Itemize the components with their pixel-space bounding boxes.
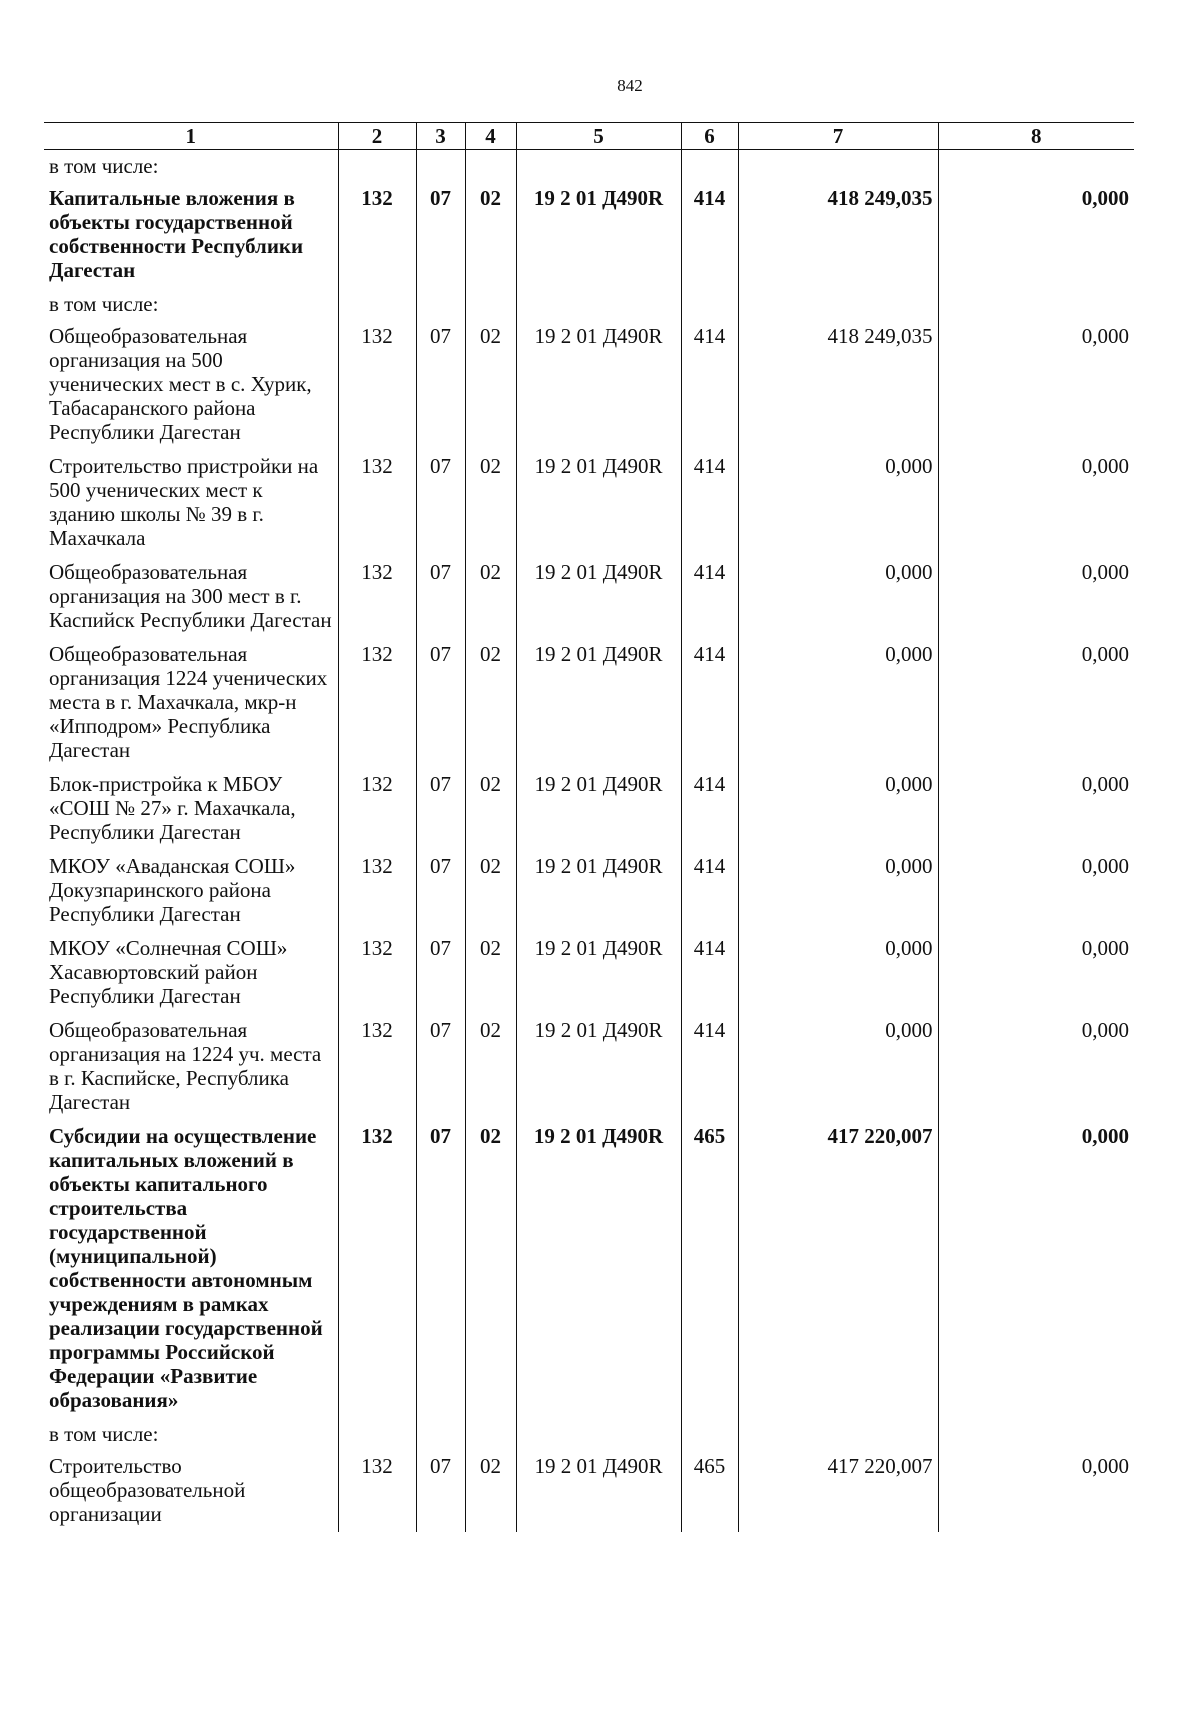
empty-cell bbox=[738, 1418, 938, 1450]
column-header: 3 bbox=[416, 123, 465, 150]
subsection-cell: 02 bbox=[465, 1120, 516, 1418]
subsection-cell: 02 bbox=[465, 556, 516, 638]
expense-type-cell: 414 bbox=[681, 850, 738, 932]
row-name-cell: Блок-пристройка к МБОУ «СОШ № 27» г. Махачкала, Республики Дагестан bbox=[49, 772, 296, 844]
code-cell: 132 bbox=[338, 556, 416, 638]
target-article-cell: 19 2 01 Д490R bbox=[516, 1450, 681, 1532]
table-row bbox=[44, 1014, 1134, 1120]
column-header: 2 bbox=[338, 123, 416, 150]
amount-cell: 0,000 bbox=[738, 556, 938, 638]
row-name-cell: Общеобразовательная организация на 1224 уч. места в г. Каспийске, Республика Дагестан bbox=[49, 1018, 322, 1114]
empty-cell bbox=[416, 1418, 465, 1450]
empty-cell bbox=[738, 150, 938, 183]
subheading-label: в том числе: bbox=[49, 1422, 159, 1446]
empty-cell bbox=[681, 288, 738, 320]
table-row-total bbox=[44, 182, 1134, 288]
row-name-cell: Общеобразовательная организация на 500 ученических мест в с. Хурик, Табасаранского района Республики Дагестан bbox=[49, 324, 312, 444]
subheading-label: в том числе: bbox=[49, 154, 159, 178]
section-cell: 07 bbox=[416, 556, 465, 638]
code-cell: 132 bbox=[338, 932, 416, 1014]
amount-cell: 0,000 bbox=[738, 1014, 938, 1120]
table-row bbox=[44, 638, 1134, 768]
row-name-cell: Общеобразовательная организация на 300 мест в г. Каспийск Республики Дагестан bbox=[49, 560, 332, 632]
empty-cell bbox=[938, 150, 1134, 183]
section-cell: 07 bbox=[416, 638, 465, 768]
row-name-cell: Строительство пристройки на 500 ученических мест к зданию школы № 39 в г. Махачкала bbox=[49, 454, 319, 550]
subsection-cell: 02 bbox=[465, 182, 516, 288]
row-name-cell: МКОУ «Солнечная СОШ» Хасавюртовский район Республики Дагестан bbox=[49, 936, 288, 1008]
subsection-cell: 02 bbox=[465, 320, 516, 450]
amount-cell: 0,000 bbox=[738, 932, 938, 1014]
section-cell: 07 bbox=[416, 850, 465, 932]
expense-type-cell: 414 bbox=[681, 1014, 738, 1120]
column-header: 5 bbox=[516, 123, 681, 150]
empty-cell bbox=[338, 288, 416, 320]
amount-cell: 417 220,007 bbox=[738, 1450, 938, 1532]
amount-cell: 0,000 bbox=[938, 182, 1134, 288]
amount-cell: 0,000 bbox=[938, 932, 1134, 1014]
amount-cell: 0,000 bbox=[938, 1120, 1134, 1418]
section-cell: 07 bbox=[416, 320, 465, 450]
code-cell: 132 bbox=[338, 1120, 416, 1418]
amount-cell: 0,000 bbox=[738, 850, 938, 932]
subsection-cell: 02 bbox=[465, 932, 516, 1014]
subsection-cell: 02 bbox=[465, 450, 516, 556]
section-cell: 07 bbox=[416, 768, 465, 850]
target-article-cell: 19 2 01 Д490R bbox=[516, 450, 681, 556]
subheading-label: в том числе: bbox=[49, 292, 159, 316]
table-row-total bbox=[44, 1120, 1134, 1418]
empty-cell bbox=[338, 150, 416, 183]
empty-cell bbox=[416, 288, 465, 320]
code-cell: 132 bbox=[338, 850, 416, 932]
column-header: 1 bbox=[44, 123, 338, 150]
empty-cell bbox=[516, 288, 681, 320]
empty-cell bbox=[416, 150, 465, 183]
table-row bbox=[44, 1450, 1134, 1532]
target-article-cell: 19 2 01 Д490R bbox=[516, 638, 681, 768]
expense-type-cell: 465 bbox=[681, 1450, 738, 1532]
column-header: 7 bbox=[738, 123, 938, 150]
target-article-cell: 19 2 01 Д490R bbox=[516, 320, 681, 450]
amount-cell: 0,000 bbox=[938, 1450, 1134, 1532]
empty-cell bbox=[938, 1418, 1134, 1450]
empty-cell bbox=[465, 1418, 516, 1450]
row-name-cell: Субсидии на осуществление капитальных вложений в объекты капитального строительства государственной (муниципальной) собственности автономным учреждениям в рамках реализации государственной программы Российской Федерации «Развитие образования» bbox=[49, 1124, 323, 1412]
expense-type-cell: 414 bbox=[681, 182, 738, 288]
section-cell: 07 bbox=[416, 1014, 465, 1120]
section-cell: 07 bbox=[416, 450, 465, 556]
table-row bbox=[44, 320, 1134, 450]
expense-type-cell: 414 bbox=[681, 932, 738, 1014]
subsection-cell: 02 bbox=[465, 1450, 516, 1532]
target-article-cell: 19 2 01 Д490R bbox=[516, 768, 681, 850]
amount-cell: 417 220,007 bbox=[738, 1120, 938, 1418]
empty-cell bbox=[681, 150, 738, 183]
amount-cell: 0,000 bbox=[738, 638, 938, 768]
target-article-cell: 19 2 01 Д490R bbox=[516, 556, 681, 638]
amount-cell: 0,000 bbox=[938, 768, 1134, 850]
empty-cell bbox=[938, 288, 1134, 320]
target-article-cell: 19 2 01 Д490R bbox=[516, 1120, 681, 1418]
section-cell: 07 bbox=[416, 1450, 465, 1532]
budget-table bbox=[44, 122, 1134, 1532]
row-name-cell: Строительство общеобразовательной организации bbox=[49, 1454, 246, 1526]
expense-type-cell: 414 bbox=[681, 556, 738, 638]
empty-cell bbox=[516, 1418, 681, 1450]
amount-cell: 0,000 bbox=[938, 1014, 1134, 1120]
target-article-cell: 19 2 01 Д490R bbox=[516, 850, 681, 932]
empty-cell bbox=[338, 1418, 416, 1450]
target-article-cell: 19 2 01 Д490R bbox=[516, 932, 681, 1014]
subheading-row bbox=[44, 288, 1134, 320]
code-cell: 132 bbox=[338, 1014, 416, 1120]
amount-cell: 0,000 bbox=[938, 850, 1134, 932]
column-header: 6 bbox=[681, 123, 738, 150]
amount-cell: 0,000 bbox=[938, 556, 1134, 638]
row-name-cell: Капитальные вложения в объекты государственной собственности Республики Дагестан bbox=[49, 186, 304, 282]
code-cell: 132 bbox=[338, 1450, 416, 1532]
empty-cell bbox=[738, 288, 938, 320]
code-cell: 132 bbox=[338, 182, 416, 288]
amount-cell: 0,000 bbox=[738, 768, 938, 850]
column-header: 8 bbox=[938, 123, 1134, 150]
subsection-cell: 02 bbox=[465, 768, 516, 850]
table-body bbox=[44, 150, 1134, 1533]
subsection-cell: 02 bbox=[465, 850, 516, 932]
section-cell: 07 bbox=[416, 182, 465, 288]
empty-cell bbox=[465, 150, 516, 183]
page-number: 842 bbox=[617, 76, 643, 95]
code-cell: 132 bbox=[338, 638, 416, 768]
amount-cell: 0,000 bbox=[938, 320, 1134, 450]
amount-cell: 0,000 bbox=[738, 450, 938, 556]
empty-cell bbox=[516, 150, 681, 183]
amount-cell: 0,000 bbox=[938, 450, 1134, 556]
subsection-cell: 02 bbox=[465, 1014, 516, 1120]
empty-cell bbox=[465, 288, 516, 320]
row-name-cell: Общеобразовательная организация 1224 ученических места в г. Махачкала, мкр-н «Ипподром» Республика Дагестан bbox=[49, 642, 328, 762]
row-name-cell: МКОУ «Аваданская СОШ» Докузпаринского района Республики Дагестан bbox=[49, 854, 296, 926]
expense-type-cell: 414 bbox=[681, 320, 738, 450]
table-row bbox=[44, 850, 1134, 932]
section-cell: 07 bbox=[416, 932, 465, 1014]
code-cell: 132 bbox=[338, 320, 416, 450]
target-article-cell: 19 2 01 Д490R bbox=[516, 182, 681, 288]
expense-type-cell: 465 bbox=[681, 1120, 738, 1418]
table-header-row bbox=[44, 123, 1134, 150]
column-header: 4 bbox=[465, 123, 516, 150]
expense-type-cell: 414 bbox=[681, 768, 738, 850]
code-cell: 132 bbox=[338, 450, 416, 556]
subheading-row bbox=[44, 1418, 1134, 1450]
subsection-cell: 02 bbox=[465, 638, 516, 768]
expense-type-cell: 414 bbox=[681, 638, 738, 768]
expense-type-cell: 414 bbox=[681, 450, 738, 556]
target-article-cell: 19 2 01 Д490R bbox=[516, 1014, 681, 1120]
subheading-row bbox=[44, 150, 1134, 183]
table-row bbox=[44, 450, 1134, 556]
section-cell: 07 bbox=[416, 1120, 465, 1418]
amount-cell: 418 249,035 bbox=[738, 182, 938, 288]
table-row bbox=[44, 932, 1134, 1014]
empty-cell bbox=[681, 1418, 738, 1450]
amount-cell: 0,000 bbox=[938, 638, 1134, 768]
amount-cell: 418 249,035 bbox=[738, 320, 938, 450]
table-row bbox=[44, 556, 1134, 638]
code-cell: 132 bbox=[338, 768, 416, 850]
table-row bbox=[44, 768, 1134, 850]
